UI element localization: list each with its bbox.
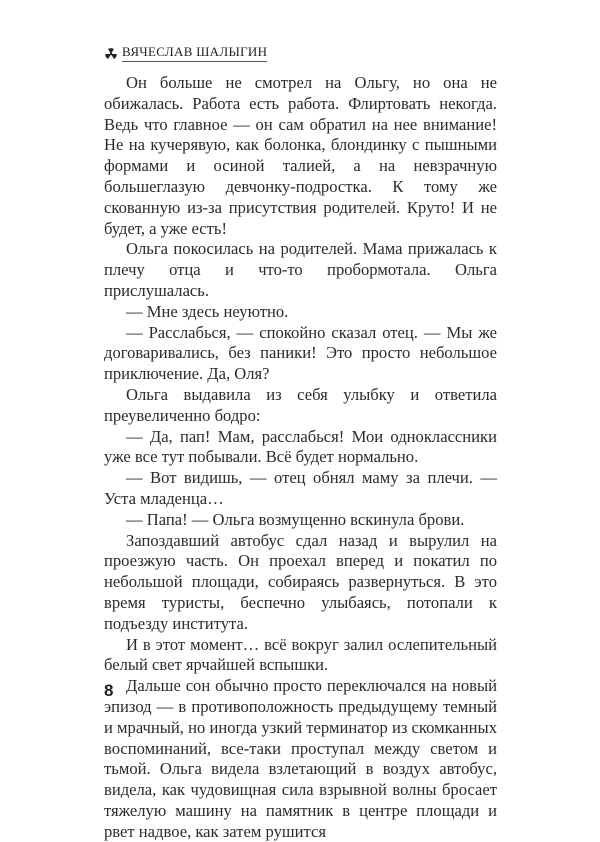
paragraph: И в этот момент… всё вокруг залил ослепительный белый свет ярчайшей вспышки. bbox=[104, 634, 497, 675]
running-header bbox=[104, 44, 524, 64]
paragraph: Ольга выдавила из себя улыбку и ответила преувеличенно бодро: bbox=[104, 384, 497, 425]
header-rule bbox=[122, 61, 267, 62]
paragraph: — Вот видишь, — отец обнял маму за плечи. — Уста младенца… bbox=[104, 468, 497, 508]
paragraph: — Папа! — Ольга возмущенно вскинула брови. bbox=[126, 509, 465, 529]
paragraph: Он больше не смотрел на Ольгу, но она не обижалась. Работа есть работа. Флиртовать некогда. Ведь что главное — он сам обратил на нее внимание! Не на кучерявую, как болонка, блондинку с пышными формами и осиной талией, а на невзрачную большеглазую девчонку-подростка. К тому же скованную из-за присутствия родителей. Круто! И не будет, а уже есть! bbox=[104, 73, 497, 238]
paragraph: Запоздавший автобус сдал назад и вырулил на проезжую часть. Он проехал вперед и покатил по небольшой площади, собираясь развернуться. В это время туристы, беспечно улыбаясь, потопали к подъезду института. bbox=[104, 530, 497, 633]
paragraph: — Да, пап! Мам, расслабься! Мои одноклассники уже все тут побывали. Всё будет нормально. bbox=[104, 426, 497, 467]
paragraph: Дальше сон обычно просто переключался на новый эпизод — в противоположность предыдущему темный и мрачный, но иногда узкий терминатор из скомканных воспоминаний, все-таки проступал между светом и тьмой. Ольга видела взлетающий в воздух автобус, видела, как чудовищная сила взрывной волны бросает тяжелую машину на памятник в центре площади и рвет надвое, как затем рушится bbox=[104, 676, 497, 841]
radiation-trefoil-icon bbox=[104, 46, 118, 60]
paragraph: — Мне здесь неуютно. bbox=[126, 301, 289, 321]
paragraph: — Расслабься, — спокойно сказал отец. — Мы же договаривались, без паники! Это просто небольшое приключение. Да, Оля? bbox=[104, 322, 497, 384]
body-text bbox=[104, 73, 497, 842]
paragraph: Ольга покосилась на родителей. Мама прижалась к плечу отца и что-то пробормотала. Ольга прислушалась. bbox=[104, 239, 497, 300]
page-number: 8 bbox=[104, 681, 114, 700]
header-author-name: ВЯЧЕСЛАВ ШАЛЫГИН bbox=[122, 44, 268, 59]
